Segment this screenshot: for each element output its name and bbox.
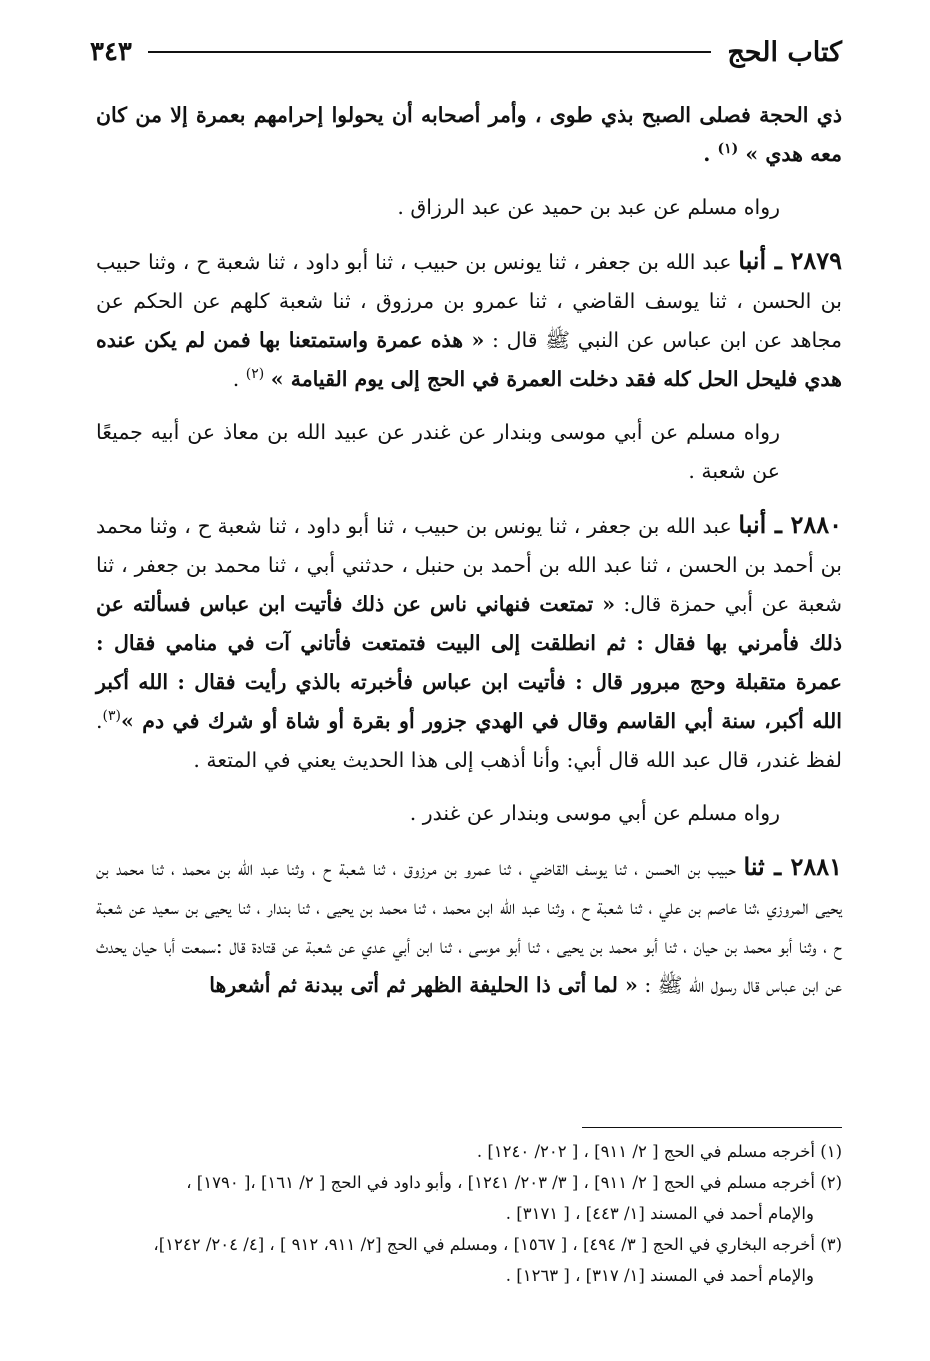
hadith-number: ٢٨٨١ ـ ثنا	[743, 852, 842, 881]
footnote-1: (١) أخرجه مسلم في الحج [ ٢/ ٩١١] ، [ ٢٠٢/ ١٢٤٠] .	[476, 1142, 842, 1161]
isnad-text: عبد الله بن جعفر ، ثنا يونس بن حبيب ، ثنا أبو داود ، ثنا شعبة ح ، وثنا محمد بن أحمد بن الحسن ، ثنا عبد الله بن أحمد بن حنبل ، حدثني أبي ، ثنا محمد بن جعفر ، ثنا شعبة عن أبي حمزة قال:	[96, 514, 842, 616]
page-header	[90, 30, 842, 74]
footnote-ref: (٢)	[245, 366, 265, 383]
hadith-2880	[96, 505, 842, 780]
hadith-2879	[96, 241, 842, 399]
riwaya-line: رواه مسلم عن أبي موسى وبندار عن غندر عن عبيد الله بن معاذ عن أبيه جميعًا عن شعبة .	[96, 420, 780, 483]
running-title: كتاب الحج	[727, 36, 842, 68]
footnote-3-continuation: والإمام أحمد في المسند [١/ ٣١٧] ، [ ١٢٦٣] .	[505, 1266, 814, 1285]
riwaya-line: رواه مسلم عن أبي موسى وبندار عن غندر .	[409, 801, 780, 825]
matn-text: ذي الحجة فصلى الصبح بذي طوى ، وأمر أصحابه أن يحولوا إحرامهم بعمرة إلا من كان معه هدي »	[96, 103, 842, 166]
matn-text: « هذه عمرة واستمتعنا بها فمن لم يكن عنده هدي فليحل الحل كله فقد دخلت العمرة في الحج إلى يوم القيامة »	[96, 328, 842, 391]
hadith-number: ٢٨٨٠ ـ أنبا	[738, 510, 842, 539]
isnad-text: عبد الله بن جعفر ، ثنا يونس بن حبيب ، ثنا أبو داود ، ثنا شعبة ح ، وثنا حبيب بن الحسن ، ثنا يوسف القاضي ، ثنا عمرو بن مرزوق ، ثنا شعبة كلهم عن الحكم عن مجاهد عن ابن عباس عن النبي ﷺ قال :	[96, 250, 842, 352]
paragraph-end: .	[232, 367, 246, 391]
hadith-2881	[96, 847, 842, 1005]
matn-text: « تمتعت فنهاني ناس عن ذلك فأتيت ابن عباس فسألته عن ذلك فأمرني بها فقال : ثم انطلقت إلى البيت فتمتعت فأتاني آت في منامي فقال : عمرة متقبلة وحج مبرور قال : فأتيت ابن عباس فأخبرته بالذي رأيت فقال : الله أكبر الله أكبر، سنة أبي القاسم وقال في الهدي جزور أو بقرة أو شاة أو شرك في دم »	[96, 592, 842, 733]
footnote-ref: (١)	[717, 141, 739, 158]
header-rule	[148, 51, 711, 53]
footnote-rule	[582, 1127, 842, 1128]
paragraph-end: .	[703, 142, 718, 166]
footnote-ref: (٣)	[102, 708, 121, 725]
paragraph-continuation	[96, 96, 842, 174]
hadith-number: ٢٨٧٩ ـ أنبا	[738, 246, 842, 275]
main-text	[96, 96, 842, 1005]
footnote-3: (٣) أخرجه البخاري في الحج [ ٣/ ٤٩٤] ، [ ١٥٦٧] ، ومسلم في الحج [٢/ ٩١١، ٩١٢ ] ، [٤/ ٢٠٤/ ١٢٤٢]،	[153, 1235, 842, 1254]
page-number: ٣٤٣	[90, 37, 132, 67]
footnote-2-continuation: والإمام أحمد في المسند [١/ ٤٤٣] ، [ ٣١٧١] .	[505, 1204, 814, 1223]
isnad-text: حبيب بن الحسن ، ثنا يوسف القاضي ، ثنا عمرو بن مرزوق ، ثنا شعبة ح ، وثنا عبد الله بن محمد ، ثنا محمد بن يحيى المروزي ،ثنا عاصم بن علي ، ثنا شعبة ح ، وثنا عبد الله ابن محمد ، ثنا محمد بن يحيى ، ثنا بندار ، ثنا يحيى بن سعيد عن شعبة ح ، وثنا أبو محمد بن حيان ، ثنا أبو محمد بن يحيى ، ثنا أبو موسى ، ثنا ابن أبي عدي عن شعبة عن قتادة قال :سمعت أبا حيان يحدث عن ابن عباس قال رسول الله ﷺ :	[96, 856, 842, 997]
riwaya-line: رواه مسلم عن عبد بن حميد عن عبد الرزاق .	[397, 195, 780, 219]
matn-text: « لما أتى ذا الحليفة الظهر ثم أتى ببدنة ثم أشعرها	[209, 973, 638, 997]
trailing-text: . لفظ غندر، قال عبد الله قال أبي: وأنا أذهب إلى هذا الحديث يعني في المتعة .	[96, 709, 842, 772]
footnote-2: (٢) أخرجه مسلم في الحج [ ٢/ ٩١١] ، [ ٣/ ٢٠٣/ ١٢٤١] ، وأبو داود في الحج [ ٢/ ١٦١] ،[ ١٧٩٠] ،	[186, 1173, 842, 1192]
footnotes	[96, 1136, 842, 1291]
